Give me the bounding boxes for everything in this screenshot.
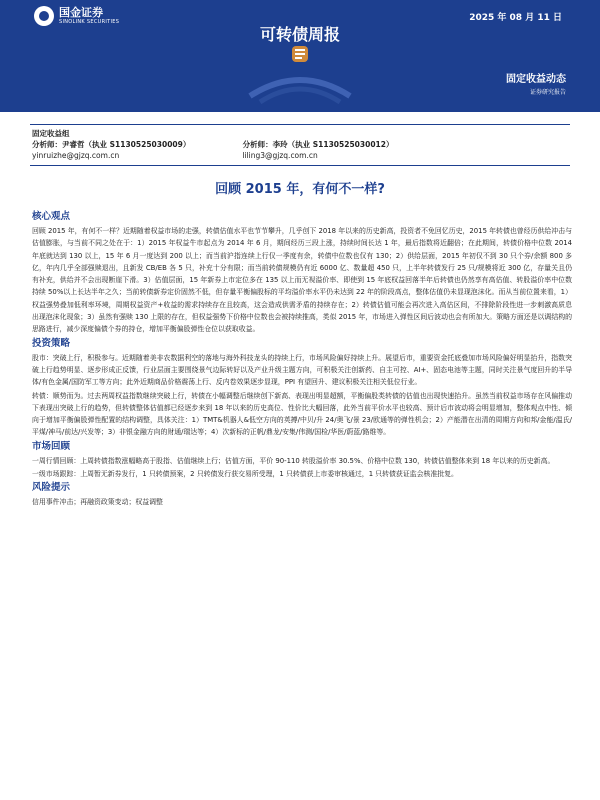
- team-name: 固定收益组: [32, 129, 70, 138]
- section-heading: 投资策略: [32, 337, 71, 349]
- analyst-1: 分析师：尹睿哲（执业 S1130525030009）: [32, 140, 191, 149]
- section-core-views: [32, 210, 572, 336]
- report-category: 固定收益动态: [506, 74, 566, 85]
- divider-mid: [30, 165, 570, 166]
- report-subcategory: 证券研究报告: [529, 89, 566, 96]
- report-title: 可转债周报: [259, 25, 340, 44]
- logo-chinese-name: 国金证券: [59, 5, 103, 19]
- paragraph: 股市：突破上行，积极参与。近期随着美非农数据利空的落地与海外科技龙头的持续上行，市场风险偏好持续上升。展望后市，重要资金托底叠加市场风险偏好明显抬升，指数突破上行趋势明显、逐步形成正反馈，行业层面主要围绕景气边际转好以及产业升级主题方向，可积极关注创新药、自主可控、AI+、固态电池等主题，同时关注景气度回升的半导体/有色金属/国防军工等方向；此外近期商品价格震荡上行、反内卷效果逐步显现，PPI 有望回升、建议积极关注相关低位行业。: [32, 353, 572, 387]
- section-heading: 风险提示: [32, 482, 71, 494]
- analyst-2-email[interactable]: liling3@gjzq.com.cn: [242, 151, 318, 160]
- section-market-review: [32, 440, 572, 481]
- section-heading: 市场回顾: [32, 440, 71, 452]
- paragraph: 回顾 2015 年，有何不一样？近期随着权益市场的走强，转债估值水平也节节攀升，几乎创下 2018 年以来的历史新高，投资者不免回忆历史，2015 年转债也曾经历供给冲击与估值膨胀，与当前不同之处在于：1）2015 年权益牛市起点为 2014 年 6 月，期间经历三段上涨，持续时间长达 1 年，最后指数将近翻倍；在此期间，转债价格中位数 2014 年底就达到 130 以上，15 年 6 月一度达到 200 以上；而当前沪指连续上行仅一季度有余，转债中位数也仅有 130；2）供给层面，2015 年初仅不到 30 只个券/余额 800 多亿，年内几乎全部强赎退出，且新发 CB/EB 各 5 只，补充十分有限；而当前转债规模仍有近 6000 亿、数量超 450 只，上半年转债发行 25 只/规模将近 300 亿，存量关且仍有补充，供给并不会出现断崖下滑。3）估值层面，15 年新券上市定位多在 135 以上而无视溢价率、即使到 15 年底权益回落半年后转债也仍然享有高估值、转股溢价率中位数持续 50%以上长达半年之久；当前转债新券定价固然不低，但存量平衡偏股标的平均溢价率水平仍未达到 22 年的阶段高点，整体估值仍未显现泡沫化。而从当前位置来看，1）权益强势叠加低利率环境，周期权益资产+收益的需求持续存在且较高，这会造成供需矛盾的持续存在；2）转债估值可能会再次进入高估区间，不排除阶段性进一步刺激高质息出现泡沫化现象；3）虽然有强赎 130 上限的存在，但权益强势下价格中位数也会被持续推高，类似 2015 年，市场进入弹性区间后波动也会有所加大。策略方面还是以调结构的思路进行，减少深度偏债个券的持仓，增加平衡偏股弹性仓位以获取收益。: [32, 227, 572, 334]
- logo-english-name: SINOLINK SECURITIES: [59, 18, 120, 25]
- section-strategy: [32, 337, 572, 439]
- report-body: [32, 210, 572, 510]
- email-line: [32, 151, 318, 160]
- article-headline: 回顾 2015 年，有何不一样?: [215, 182, 385, 197]
- analyst-2: 分析师：李玲（执业 S1130525030012）: [242, 140, 394, 149]
- paragraph: 一周行情回顾：上周转债指数涨幅略高于股指、估值继续上行；估值方面，平价 90-110 转股溢价率 30.5%、价格中位数 130，转债估值整体来到 18 年以来的历史新高。: [32, 456, 555, 465]
- section-heading: 核心观点: [32, 211, 71, 222]
- report-badge-icon: [240, 44, 360, 106]
- paragraph: 转债：顺势而为。过去两周权益指数继续突破上行，转债在小幅调整后继续创下新高、表现出明显超额，平衡偏股类转债的估值也出现快速抬升。虽然当前权益市场存在风偏推动下表现出突破上行的趋势，但转债整体估值都已经逐步来到 18 年以来的历史高位、性价比大幅回落，此外当前平价水平也较高、预计后市波动将会明显增加，整体观点中性、倾向于增加平衡偏股弹性配置的结构调整，具体关注：1）TMT&机器人&低空方向的英搏/中贝/升 24/奥飞/景 23/欧通等的弹性机会；2）产能潜在出清的周期方向和邦/金能/温氏/平煤/神马/前达/兴发等；3）非银金融方向的财通/瑞达等；4）次新标的正帆/鼎龙/安集/伟测/国检/华医/蔚蓝/路维等。: [32, 391, 572, 437]
- divider-top: [30, 124, 570, 125]
- report-date: 2025 年 08 月 11 日: [469, 13, 562, 23]
- report-banner: [0, 0, 600, 112]
- analyst-line: [32, 139, 393, 150]
- section-risk: [32, 481, 572, 508]
- analyst-1-email[interactable]: yinruizhe@gjzq.com.cn: [32, 151, 120, 160]
- paragraph: 信用事件冲击；再融资政策变动；权益调整: [32, 498, 163, 507]
- paragraph: 一级市场跟踪：上周暂无新券发行，1 只转债预案，2 只转债发行获交易所受理，1 只转债获上市委审核通过，1 只转债获证监会核准批复。: [32, 470, 458, 479]
